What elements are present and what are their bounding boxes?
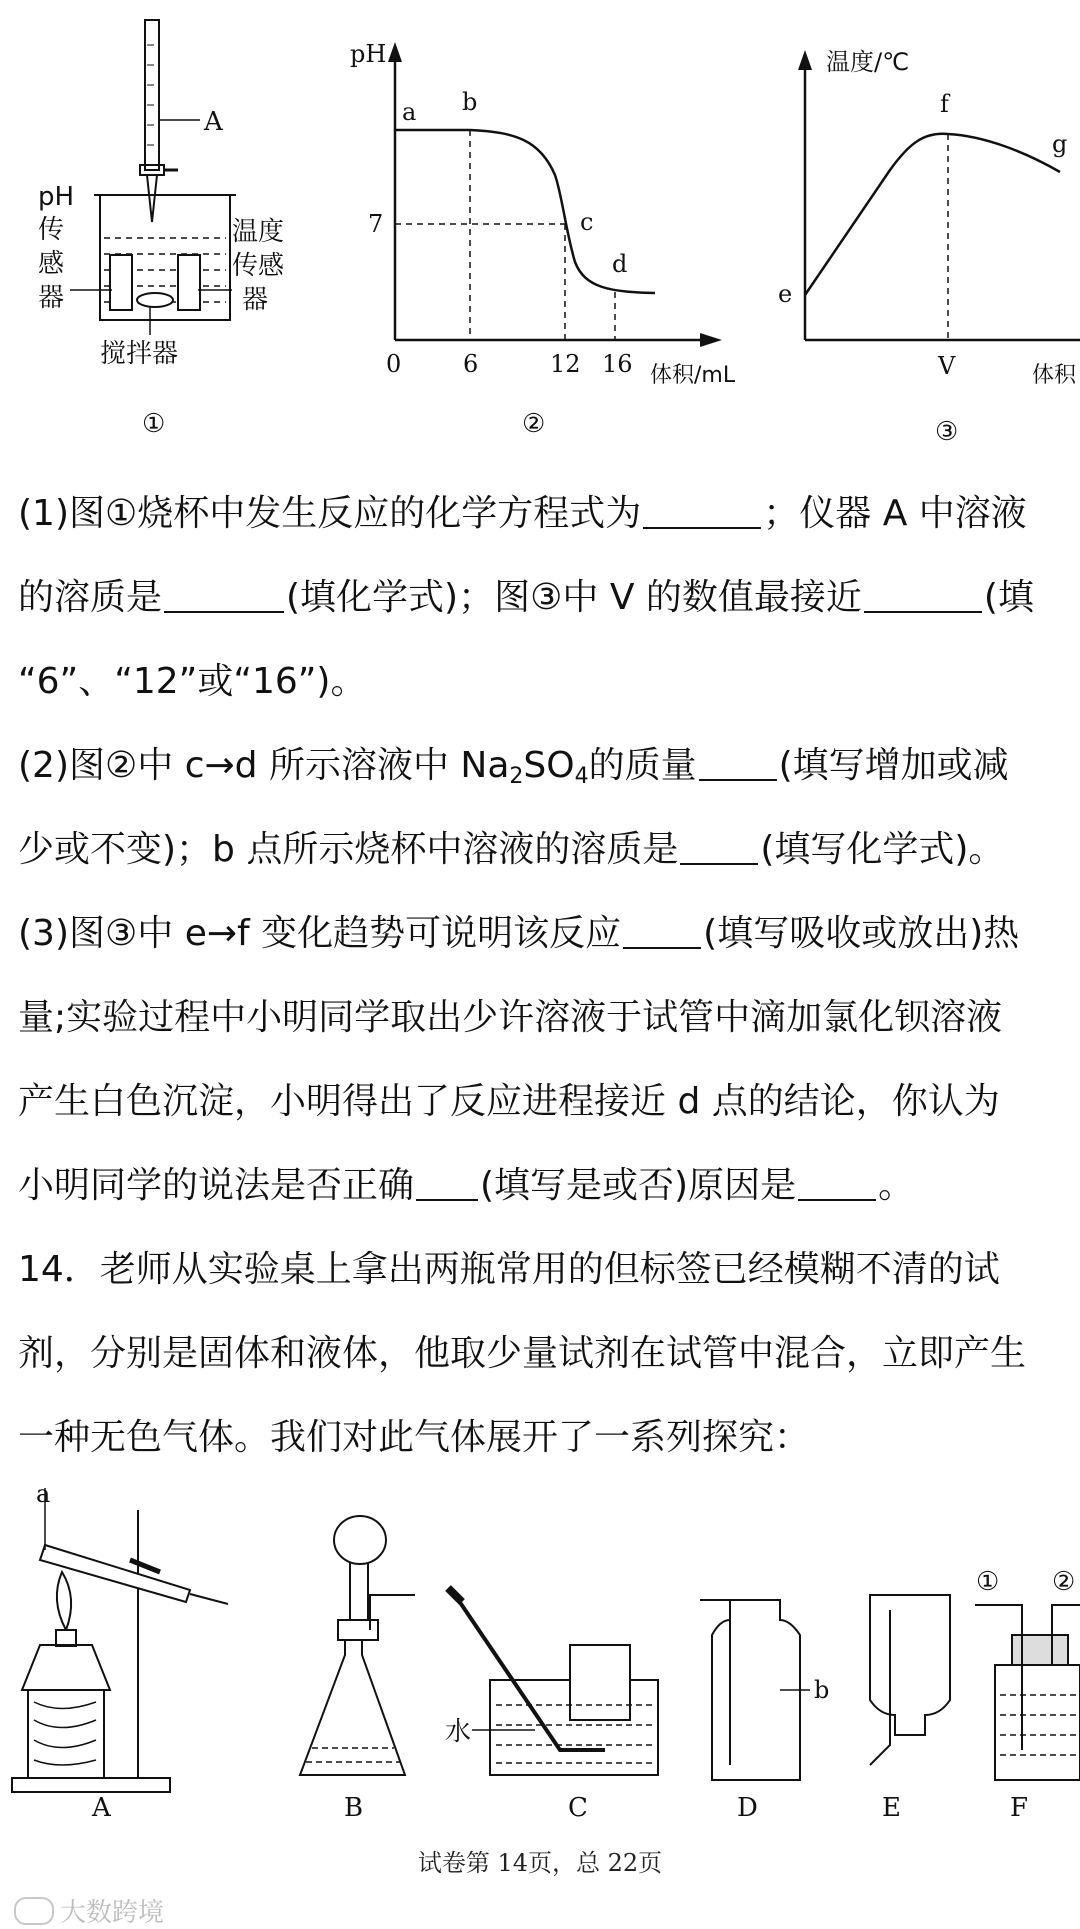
figure-2-ph-chart (340, 0, 750, 460)
q3-text-1: (3)图③中 e→f 变化趋势可说明该反应 (18, 913, 622, 954)
question-14-line-1 (18, 1228, 1068, 1312)
chart3-point-e: e (778, 280, 793, 308)
question-block (18, 472, 1068, 1480)
q1-blank-2[interactable] (164, 581, 284, 613)
watermark (14, 1892, 164, 1929)
chart2-xlabel: 体积/mL (650, 363, 736, 388)
apparatus-label-f: F (1010, 1793, 1029, 1823)
port-2-label: ② (1052, 1567, 1076, 1597)
temp-sensor-probe (178, 255, 200, 310)
ph-sensor-label-2: 传 (38, 215, 65, 245)
q3-text-6: (填写是或否)原因是 (480, 1165, 797, 1206)
question-3-line-2 (18, 976, 1068, 1060)
question-14-line-3 (18, 1396, 1068, 1480)
q3-text-7: 。 (878, 1165, 915, 1206)
apparatus-a-marker: a (36, 1480, 51, 1508)
q2-text-5: 少或不变)；b 点所示烧杯中溶液的溶质是 (18, 829, 679, 870)
q1-text-4: (填化学式)；图③中 V 的数值最接近 (286, 577, 862, 618)
q2-text-4: (填写增加或减 (778, 745, 1009, 786)
apparatus-a (12, 1488, 228, 1792)
q3-text-5: 小明同学的说法是否正确 (18, 1165, 415, 1206)
apparatus-f (975, 1605, 1080, 1780)
q14-text-3: 一种无色气体。我们对此气体展开了一系列探究： (18, 1417, 811, 1458)
port-1-label: ① (976, 1567, 1000, 1597)
ph-sensor-label-3: 感 (38, 249, 65, 279)
bottle-b-label: b (814, 1676, 830, 1704)
chart3-point-f: f (940, 90, 949, 118)
watermark-logo-icon (14, 1897, 54, 1925)
chart2-ylabel: pH (350, 40, 387, 68)
temp-sensor-label-2: 传感 (232, 251, 285, 281)
q2-text-2: SO (523, 745, 575, 786)
temp-sensor-label-3: 器 (242, 285, 269, 315)
question-3-line-4 (18, 1144, 1068, 1228)
ph-sensor-label-4: 器 (38, 283, 65, 313)
q1-blank-3[interactable] (864, 581, 982, 613)
question-14-line-2 (18, 1312, 1068, 1396)
q1-text-6: “6”、“12”或“16”)。 (18, 661, 367, 702)
apparatus-label-a: A (92, 1793, 111, 1823)
apparatus-label-e: E (882, 1793, 901, 1823)
stirrer-bar (137, 293, 173, 307)
stirrer-label: 搅拌器 (100, 339, 179, 369)
q3-blank-1[interactable] (623, 917, 701, 949)
figure-3-temp-chart (770, 0, 1080, 460)
q1-blank-1[interactable] (643, 497, 761, 529)
ph-sensor-probe (110, 255, 132, 310)
chart3-xlabel: 体积 (1032, 363, 1077, 388)
chart2-xtick-6: 6 (463, 350, 479, 378)
apparatus-row (0, 1480, 1080, 1830)
question-3-line-3 (18, 1060, 1068, 1144)
apparatus-label-b: B (344, 1793, 364, 1823)
water-label: 水 (445, 1717, 472, 1747)
chart3-point-g: g (1052, 130, 1068, 158)
chart2-xtick-0: 0 (386, 350, 402, 378)
q2-blank-1[interactable] (699, 749, 777, 781)
ph-sensor-label-1: pH (38, 182, 75, 212)
q14-text-2: 剂，分别是固体和液体，他取少量试剂在试管中混合，立即产生 (18, 1333, 1027, 1374)
question-1-line-2 (18, 556, 1068, 640)
question-1-line-3 (18, 640, 1068, 724)
chart3-curve (805, 134, 1060, 295)
q2-sub-2: 2 (509, 764, 524, 789)
q3-text-3: 量;实验过程中小明同学取出少许溶液于试管中滴加氯化钡溶液 (18, 997, 1003, 1038)
chart3-xtick-v: V (938, 352, 956, 380)
question-3-line-1 (18, 892, 1068, 976)
chart2-xtick-12: 12 (550, 350, 581, 378)
apparatus-e (870, 1595, 950, 1765)
watermark-text: 大数跨境 (60, 1898, 165, 1928)
chart2-point-c: c (580, 208, 594, 236)
figure-1-caption: ① (142, 409, 166, 439)
q2-text-1: (2)图②中 c→d 所示溶液中 Na (18, 745, 510, 786)
burette-label: A (204, 107, 223, 137)
q2-blank-2[interactable] (680, 833, 758, 865)
q1-text-1: (1)图①烧杯中发生反应的化学方程式为 (18, 493, 642, 534)
q1-text-5: (填 (983, 577, 1034, 618)
question-2-line-1 (18, 724, 1068, 808)
figure-row (0, 0, 1080, 460)
apparatus-b (300, 1516, 415, 1775)
q3-text-2: (填写吸收或放出)热 (703, 913, 1020, 954)
q3-text-4: 产生白色沉淀，小明得出了反应进程接近 d 点的结论，你认为 (18, 1081, 1000, 1122)
chart2-point-d: d (612, 250, 628, 278)
q3-blank-2[interactable] (416, 1169, 478, 1201)
q3-blank-3[interactable] (798, 1169, 876, 1201)
chart2-xtick-16: 16 (602, 350, 633, 378)
q14-text-1: 14．老师从实验桌上拿出两瓶常用的但标签已经模糊不清的试 (18, 1249, 1000, 1290)
q1-text-2: ；仪器 A 中溶液 (763, 493, 1027, 534)
q2-text-6: (填写化学式)。 (760, 829, 1005, 870)
apparatus-label-d: D (737, 1793, 758, 1823)
question-2-line-2 (18, 808, 1068, 892)
q1-text-3: 的溶质是 (18, 577, 163, 618)
chart2-ytick-7: 7 (368, 210, 384, 238)
chart2-point-b: b (462, 88, 478, 116)
q2-sub-4: 4 (574, 764, 589, 789)
apparatus-label-c: C (568, 1793, 588, 1823)
figure-1-apparatus (0, 0, 310, 460)
chart2-point-a: a (402, 98, 417, 126)
figure-3-caption: ③ (935, 417, 959, 447)
page-footer: 试卷第 14页，总 22页 (417, 1849, 663, 1877)
burette (145, 20, 159, 170)
question-1-line-1 (18, 472, 1068, 556)
apparatus-c (448, 1588, 658, 1775)
figure-2-caption: ② (522, 409, 546, 439)
apparatus-d (700, 1600, 810, 1780)
q2-text-3: 的质量 (588, 745, 697, 786)
chart3-ylabel: 温度/℃ (826, 48, 910, 76)
temp-sensor-label-1: 温度 (232, 217, 285, 247)
